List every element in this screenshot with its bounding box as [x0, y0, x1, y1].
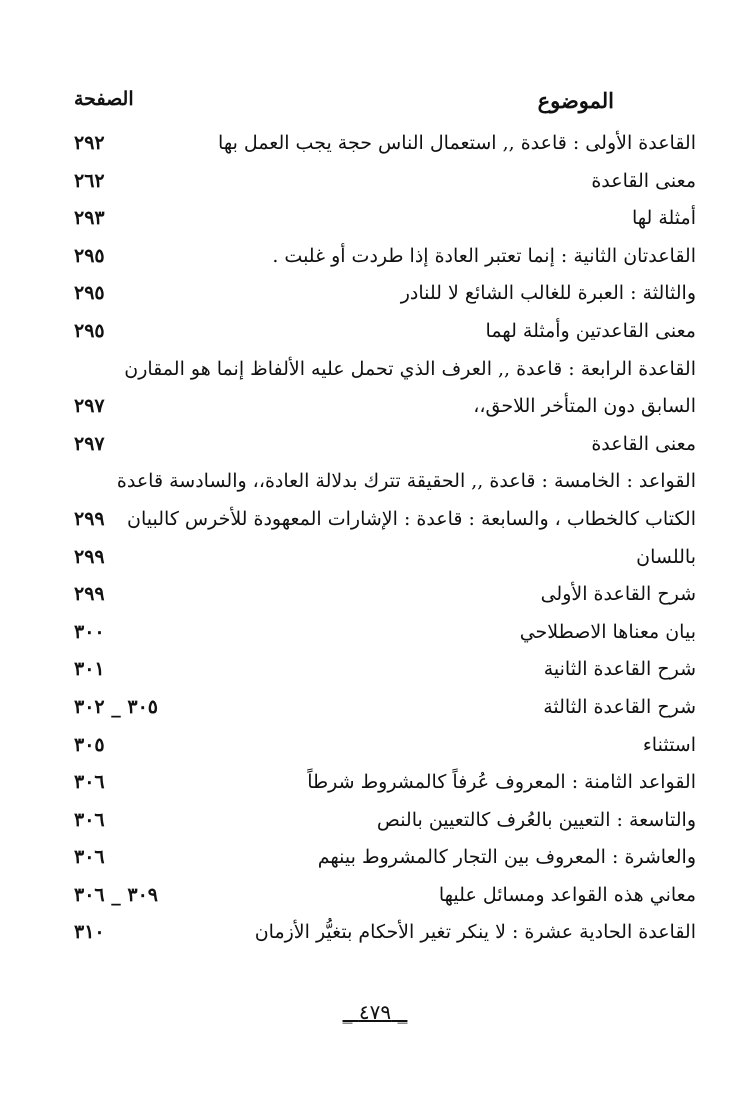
toc-list — [74, 126, 696, 953]
toc-entry — [74, 915, 696, 953]
toc-entry-page: ٢٩٩ — [74, 507, 105, 530]
toc-entry-title: أمثلة لها — [631, 207, 696, 230]
toc-entry — [74, 652, 696, 690]
toc-entry-title: القواعد الثامنة : المعروف عُرفاً كالمشروط شرطاً — [307, 771, 696, 794]
toc-entry — [74, 690, 696, 728]
toc-entry-title: والتاسعة : التعيين بالعُرف كالتعيين بالنص — [376, 808, 696, 831]
page-number: _ ٤٧٩ _ — [342, 1000, 408, 1024]
toc-entry — [74, 878, 696, 916]
toc-entry-page: ٢٩٩ — [74, 545, 105, 568]
toc-entry-page: ٣٠٠ — [74, 620, 105, 643]
toc-entry-title: بيان معناها الاصطلاحي — [519, 620, 696, 643]
toc-entry-title: استثناء — [642, 733, 696, 756]
topic-column-header: الموضوع — [537, 88, 614, 113]
toc-entry-page: ٢٩٧ — [74, 395, 105, 418]
toc-entry-page: ٢٩٢ — [74, 132, 105, 154]
toc-entry — [74, 352, 696, 390]
toc-entry — [74, 314, 696, 352]
toc-entry-title: القاعدة الأولى : قاعدة ,, استعمال الناس حجة يجب العمل بها — [218, 132, 696, 154]
toc-entry-title: معنى القاعدة — [591, 432, 696, 455]
toc-entry-title: السابق دون المتأخر اللاحق،، — [473, 395, 696, 418]
toc-header — [74, 88, 696, 118]
toc-entry-page: ٢٩٥ — [74, 282, 105, 305]
toc-entry-title: والثالثة : العبرة للغالب الشائع لا للنادر — [400, 282, 696, 305]
toc-entry-page: ٣٠٥ _ ٣٠٢ — [74, 695, 158, 718]
toc-entry-page: ٢٦٢ — [74, 169, 105, 192]
toc-entry — [74, 502, 696, 540]
toc-entry — [74, 615, 696, 653]
toc-entry-title: معنى القاعدتين وأمثلة لهما — [485, 319, 696, 342]
toc-entry-title: معاني هذه القواعد ومسائل عليها — [438, 883, 696, 906]
toc-entry-page: ٢٩٥ — [74, 319, 105, 342]
toc-entry-title: شرح القاعدة الثانية — [543, 658, 696, 681]
toc-entry-title: شرح القاعدة الأولى — [540, 583, 696, 606]
toc-entry — [74, 389, 696, 427]
toc-entry — [74, 728, 696, 766]
toc-entry-title: شرح القاعدة الثالثة — [543, 695, 696, 718]
toc-entry-title: باللسان — [636, 545, 696, 568]
toc-entry-page: ٣١٠ — [74, 921, 105, 944]
toc-entry-page: ٢٩٣ — [74, 207, 105, 230]
toc-entry-title: الكتاب كالخطاب ، والسابعة : قاعدة : الإشارات المعهودة للأخرس كالبيان — [127, 507, 696, 530]
toc-entry — [74, 803, 696, 841]
toc-entry — [74, 239, 696, 277]
toc-entry — [74, 201, 696, 239]
toc-entry-page: ٣٠٦ — [74, 846, 105, 869]
toc-entry-page: ٢٩٩ — [74, 583, 105, 606]
toc-entry-title: القاعدة الحادية عشرة : لا ينكر تغير الأحكام بتغيُّر الأزمان — [254, 921, 696, 944]
toc-entry-title: والعاشرة : المعروف بين التجار كالمشروط بينهم — [317, 846, 696, 869]
toc-entry-page: ٣٠٦ — [74, 808, 105, 831]
toc-entry-title: معنى القاعدة — [591, 169, 696, 192]
page-column-header: الصفحة — [74, 88, 134, 110]
toc-entry — [74, 427, 696, 465]
toc-entry-title: القواعد : الخامسة : قاعدة ,, الحقيقة تترك بدلالة العادة،، والسادسة قاعدة — [116, 470, 696, 493]
toc-entry-page: ٢٩٧ — [74, 432, 105, 455]
toc-entry — [74, 276, 696, 314]
toc-entry — [74, 577, 696, 615]
toc-entry-title: القاعدة الرابعة : قاعدة ,, العرف الذي تحمل عليه الألفاظ إنما هو المقارن — [124, 357, 696, 380]
toc-entry-page: ٣٠١ — [74, 658, 105, 681]
toc-entry-page: ٣٠٩ _ ٣٠٦ — [74, 883, 158, 906]
toc-entry — [74, 840, 696, 878]
toc-entry — [74, 164, 696, 202]
toc-entry-page: ٣٠٥ — [74, 733, 105, 756]
toc-entry — [74, 765, 696, 803]
toc-entry-page: ٢٩٥ — [74, 244, 105, 267]
toc-entry-page: ٣٠٦ — [74, 771, 105, 794]
toc-entry-title: القاعدتان الثانية : إنما تعتبر العادة إذا طردت أو غلبت . — [272, 244, 696, 267]
toc-entry — [74, 540, 696, 578]
toc-entry — [74, 464, 696, 502]
toc-entry — [74, 126, 696, 164]
